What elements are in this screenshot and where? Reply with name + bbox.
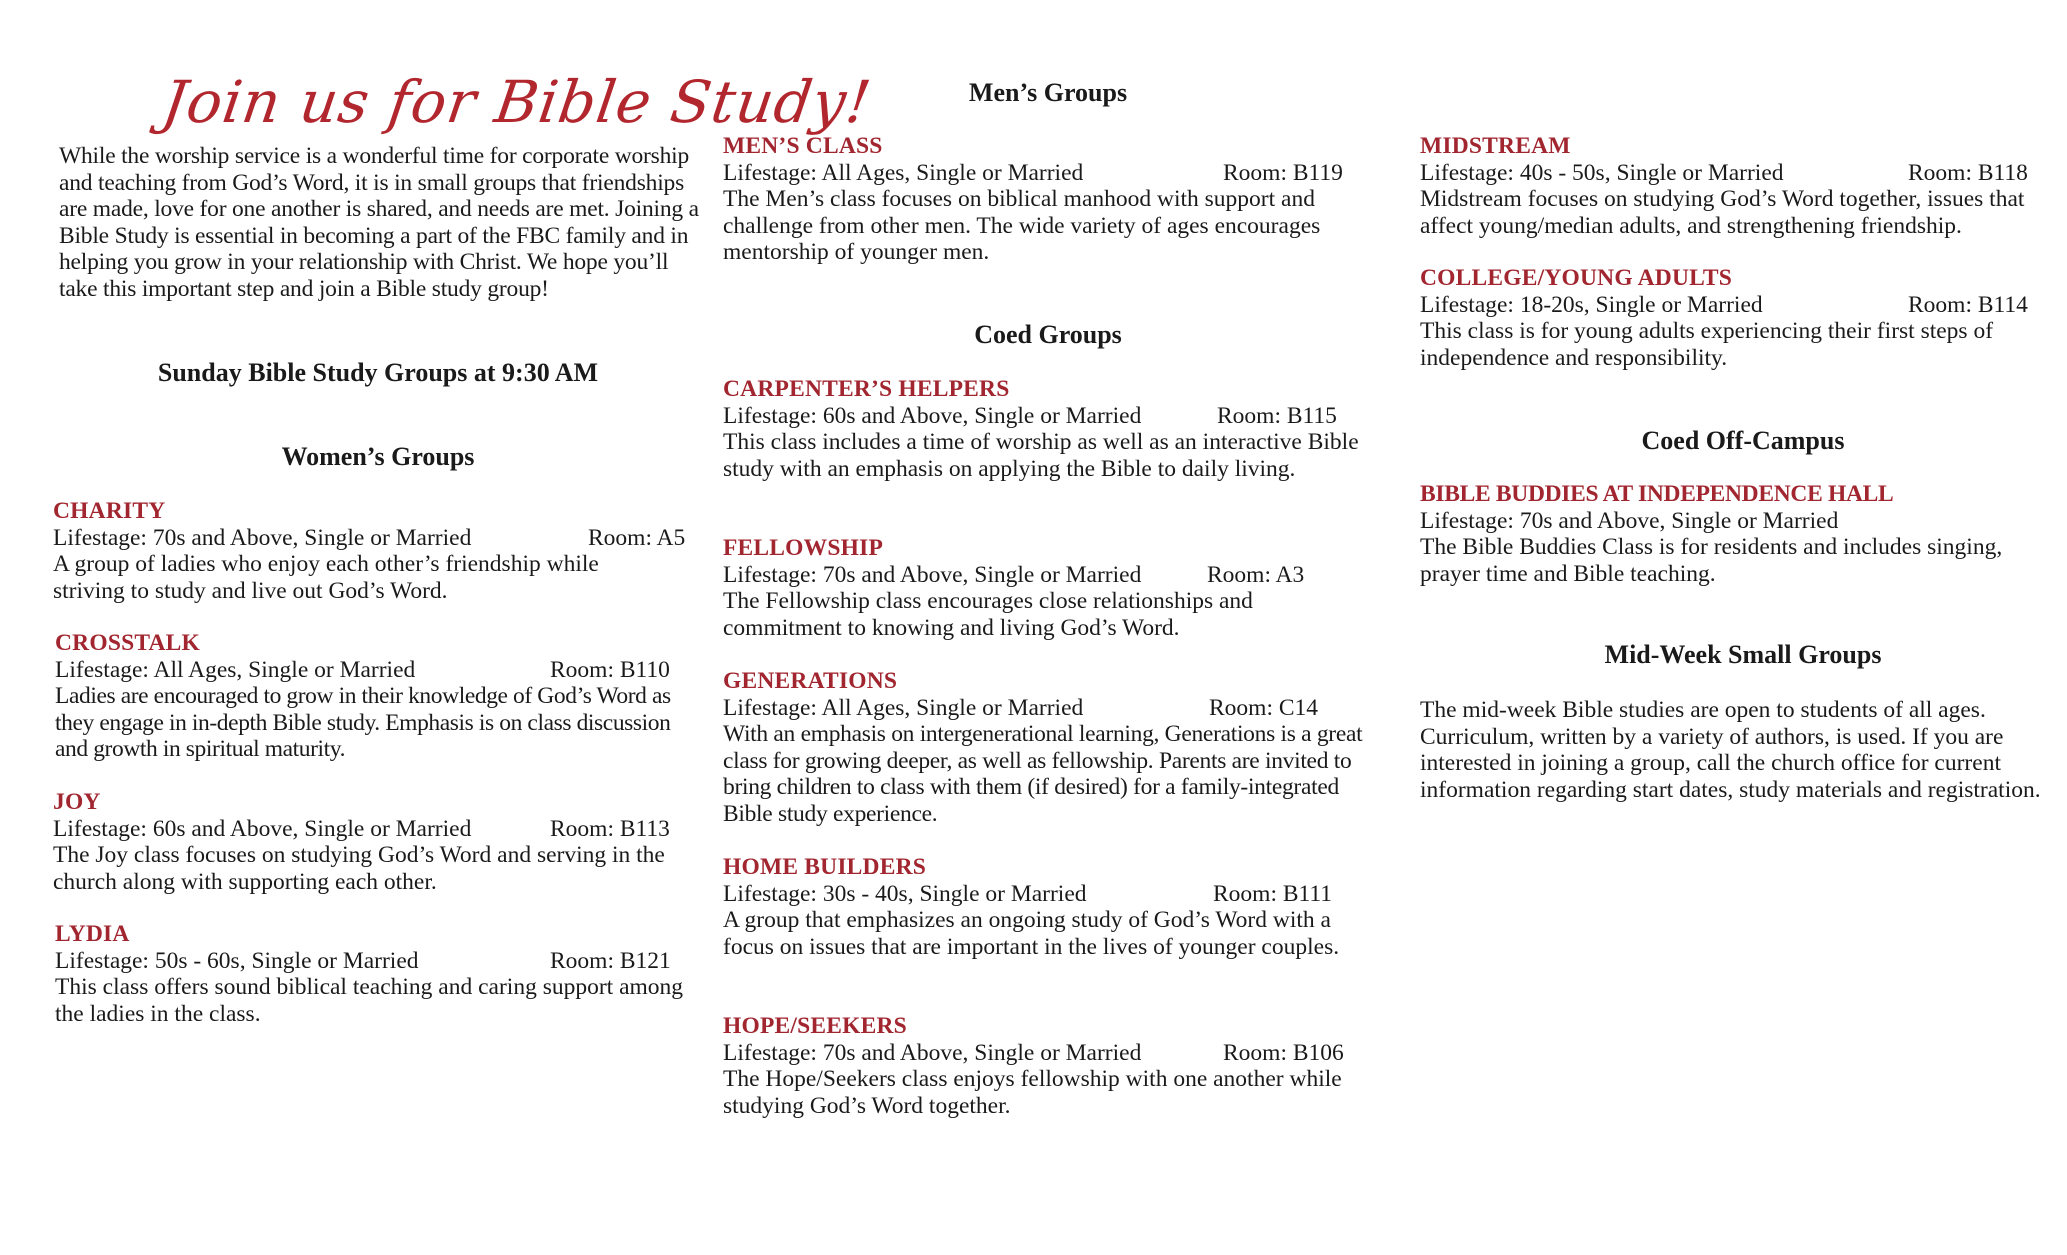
- group-lifestage: Lifestage: All Ages, Single or Married: [723, 159, 1084, 186]
- group-mens-class: [723, 133, 1393, 266]
- group-room: Room: B115: [1217, 402, 1337, 429]
- group-room: Room: C14: [1209, 694, 1319, 721]
- group-lifestage: Lifestage: 60s and Above, Single or Married: [53, 815, 472, 842]
- group-name: GENERATIONS: [723, 668, 898, 694]
- group-description: A group of ladies who enjoy each other’s friendship while striving to study and live out God’s Word.: [53, 551, 599, 604]
- group-name: HOPE/SEEKERS: [723, 1013, 907, 1039]
- group-name: FELLOWSHIP: [723, 535, 884, 561]
- group-room: Room: B114: [1908, 291, 2028, 318]
- group-lifestage: Lifestage: 40s - 50s, Single or Married: [1420, 159, 1784, 186]
- group-lifestage: Lifestage: 60s and Above, Single or Married: [723, 402, 1142, 429]
- group-room: Room: A3: [1207, 561, 1305, 588]
- group-lifestage: Lifestage: 30s - 40s, Single or Married: [723, 880, 1087, 907]
- group-room: Room: B113: [550, 815, 670, 842]
- group-description: Ladies are encouraged to grow in their knowledge of God’s Word as they engage in in-depth Bible study. Emphasis is on class discussion and growth in spiritual maturity.: [55, 683, 671, 763]
- group-description: This class is for young adults experiencing their first steps of independence and responsibility.: [1420, 318, 1994, 371]
- group-lifestage: Lifestage: 50s - 60s, Single or Married: [55, 947, 419, 974]
- womens-groups-heading: Women’s Groups: [281, 442, 475, 471]
- group-description: A group that emphasizes an ongoing study of God’s Word with a focus on issues that are important in the lives of younger couples.: [723, 907, 1340, 960]
- group-name: CHARITY: [53, 498, 166, 524]
- group-bible-buddies: [1420, 481, 2067, 587]
- group-room: Room: B106: [1223, 1039, 1344, 1066]
- group-name: MIDSTREAM: [1420, 133, 1571, 159]
- group-name: LYDIA: [55, 921, 130, 947]
- mid-week-paragraph: The mid-week Bible studies are open to students of all ages. Curriculum, written by a variety of authors, is used. If you are interested in joining a group, call the church office for current information regarding start dates, study materials and registration.: [1420, 697, 2041, 803]
- group-lifestage: Lifestage: 70s and Above, Single or Married: [723, 1039, 1142, 1066]
- group-name: MEN’S CLASS: [723, 133, 883, 159]
- group-carpenters-helpers: [723, 376, 1393, 482]
- group-lifestage: Lifestage: 70s and Above, Single or Married: [53, 524, 472, 551]
- group-room: Room: B121: [550, 947, 671, 974]
- group-lifestage: Lifestage: All Ages, Single or Married: [723, 694, 1084, 721]
- group-description: The Joy class focuses on studying God’s Word and serving in the church along with supporting each other.: [53, 842, 665, 895]
- group-name: CARPENTER’S HELPERS: [723, 376, 1010, 402]
- group-lydia: [55, 921, 715, 1027]
- group-lifestage: Lifestage: 70s and Above, Single or Married: [1420, 507, 1839, 534]
- group-description: Midstream focuses on studying God’s Word together, issues that affect young/median adults, and strengthening friendship.: [1420, 186, 2025, 239]
- coed-off-campus-heading: Coed Off-Campus: [1641, 426, 1845, 455]
- group-name: CROSSTALK: [55, 630, 201, 656]
- group-college-young-adults: [1420, 265, 2067, 371]
- mens-groups-heading: Men’s Groups: [968, 78, 1128, 107]
- group-lifestage: Lifestage: 70s and Above, Single or Married: [723, 561, 1142, 588]
- group-hope-seekers: [723, 1013, 1393, 1119]
- group-room: Room: B118: [1908, 159, 2028, 186]
- group-fellowship: [723, 535, 1393, 641]
- group-description: This class includes a time of worship as well as an interactive Bible study with an emphasis on applying the Bible to daily living.: [723, 429, 1359, 482]
- group-home-builders: [723, 854, 1393, 960]
- group-lifestage: Lifestage: All Ages, Single or Married: [55, 656, 416, 683]
- group-joy: [53, 789, 713, 895]
- intro-paragraph: While the worship service is a wonderful time for corporate worship and teaching from God’s Word, it is in small groups that friendships are made, love for one another is shared, and needs are met. Joining a Bible Study is essential in becoming a part of the FBC family and in helping you grow in your relationship with Christ. We hope you’ll take this important step and join a Bible study group!: [59, 143, 699, 302]
- group-room: Room: A5: [588, 524, 686, 551]
- group-midstream: [1420, 133, 2067, 239]
- coed-groups-heading: Coed Groups: [974, 320, 1122, 349]
- group-description: The Bible Buddies Class is for residents and includes singing, prayer time and Bible teaching.: [1420, 534, 2003, 587]
- group-description: The Men’s class focuses on biblical manhood with support and challenge from other men. The wide variety of ages encourages mentorship of younger men.: [723, 186, 1321, 266]
- group-description: The Fellowship class encourages close relationships and commitment to knowing and living God’s Word.: [723, 588, 1253, 641]
- mid-week-heading: Mid-Week Small Groups: [1604, 640, 1882, 669]
- group-charity: [53, 498, 713, 604]
- sunday-heading: Sunday Bible Study Groups at 9:30 AM: [157, 358, 599, 387]
- group-room: Room: B111: [1213, 880, 1333, 907]
- group-name: JOY: [53, 789, 101, 815]
- group-description: With an emphasis on intergenerational learning, Generations is a great class for growing deeper, as well as fellowship. Parents are invited to bring children to class with them (if desired) for a family-integrated Bible study experience.: [723, 721, 1363, 827]
- group-lifestage: Lifestage: 18-20s, Single or Married: [1420, 291, 1763, 318]
- group-name: COLLEGE/YOUNG ADULTS: [1420, 265, 1732, 291]
- group-generations: [723, 668, 1393, 828]
- group-room: Room: B110: [550, 656, 670, 683]
- group-room: Room: B119: [1223, 159, 1343, 186]
- group-name: BIBLE BUDDIES AT INDEPENDENCE HALL: [1420, 481, 1894, 507]
- page-title: Join us for Bible Study!: [158, 68, 876, 136]
- group-name: HOME BUILDERS: [723, 854, 927, 880]
- group-crosstalk: [55, 630, 715, 763]
- group-description: This class offers sound biblical teaching and caring support among the ladies in the class.: [55, 974, 684, 1027]
- group-description: The Hope/Seekers class enjoys fellowship with one another while studying God’s Word together.: [723, 1066, 1342, 1119]
